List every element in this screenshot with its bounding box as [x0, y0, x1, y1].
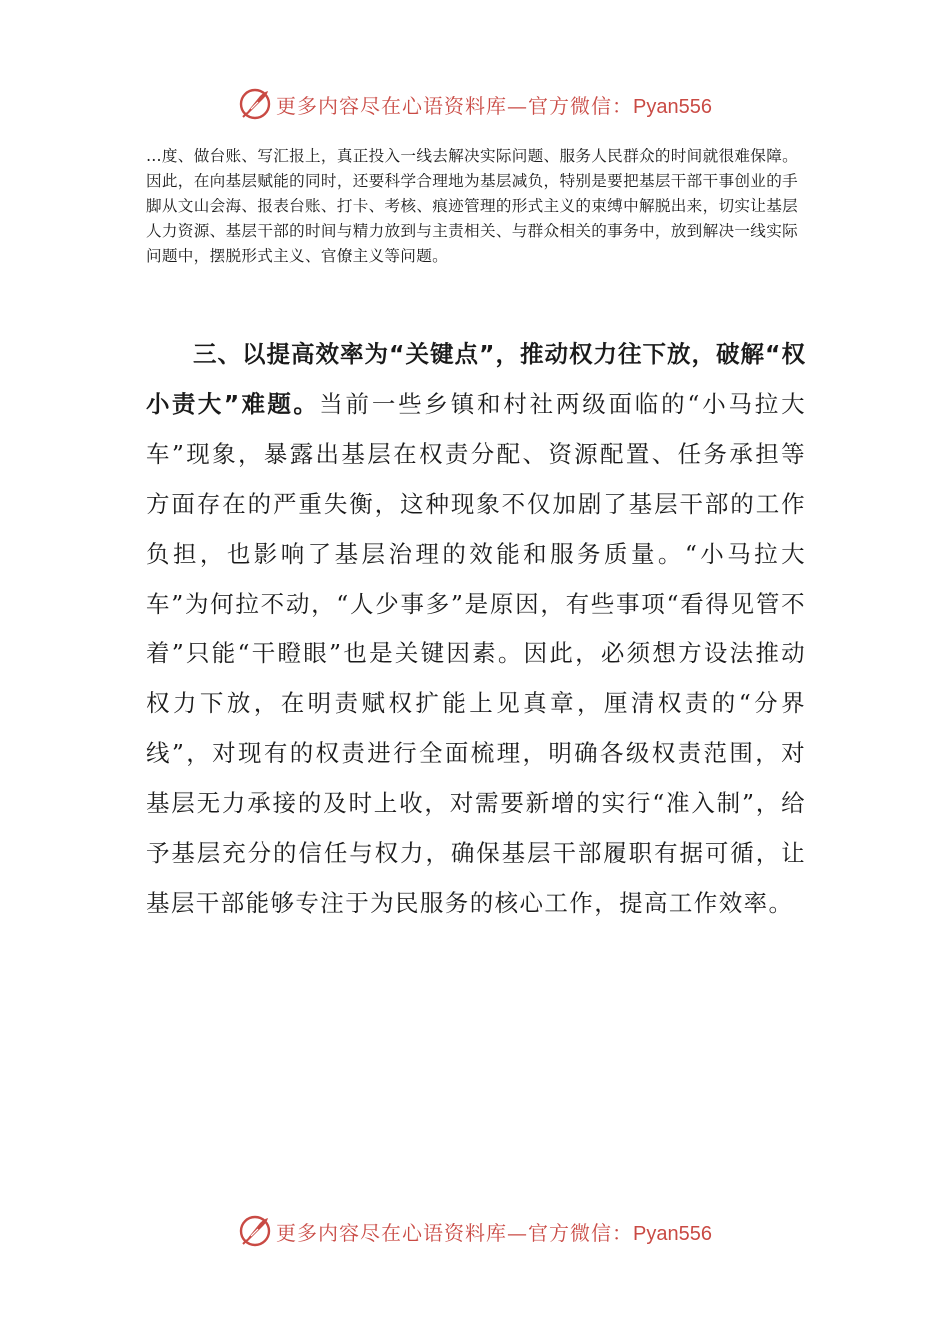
quill-pen-logo-icon	[238, 87, 272, 121]
header-banner-label: 更多内容尽在心语资料库—官方微信：	[276, 93, 634, 118]
footer-banner-label: 更多内容尽在心语资料库—官方微信：	[276, 1220, 634, 1245]
section-three-heading: 三、以提高效率为“关键点”，推动权力往下放，破解“权小责大”难题。	[146, 340, 806, 418]
header-banner-text	[276, 90, 712, 119]
quill-pen-logo-icon	[238, 1214, 272, 1248]
footer-wechat-id: Pyan556	[633, 1222, 712, 1245]
footer-banner-text	[276, 1217, 712, 1246]
continued-paragraph: …度、做台账、写汇报上，真正投入一线去解决实际问题、服务人民群众的时间就很难保障。因此，在向基层赋能的同时，还要科学合理地为基层减负，特别是要把基层干部干事创业的手脚从文山会海、报表台账、打卡、考核、痕迹管理的形式主义的束缚中解脱出来，切实让基层人力资源、基层干部的时间与精力放到与主责相关、与群众相关的事务中，放到解决一线实际问题中，摆脱形式主义、官僚主义等问题。	[146, 147, 798, 265]
section-three-body: 当前一些乡镇和村社两级面临的“小马拉大车”现象，暴露出基层在权责分配、资源配置、任务承担等方面存在的严重失衡，这种现象不仅加剧了基层干部的工作负担，也影响了基层治理的效能和服务质量。“小马拉大车”为何拉不动，“人少事多”是原因，有些事项“看得见管不着”只能“干瞪眼”也是关键因素。因此，必须想方设法推动权力下放，在明责赋权扩能上见真章，厘清权责的“分界线”，对现有的权责进行全面梳理，明确各级权责范围，对基层无力承接的及时上收，对需要新增的实行“准入制”，给予基层充分的信任与权力，确保基层干部履职有据可循，让基层干部能够专注于为民服务的核心工作，提高工作效率。	[146, 389, 806, 917]
section-three-paragraph	[146, 330, 806, 929]
footer-banner	[0, 1211, 950, 1251]
header-banner	[0, 84, 950, 124]
header-wechat-id: Pyan556	[633, 95, 712, 118]
